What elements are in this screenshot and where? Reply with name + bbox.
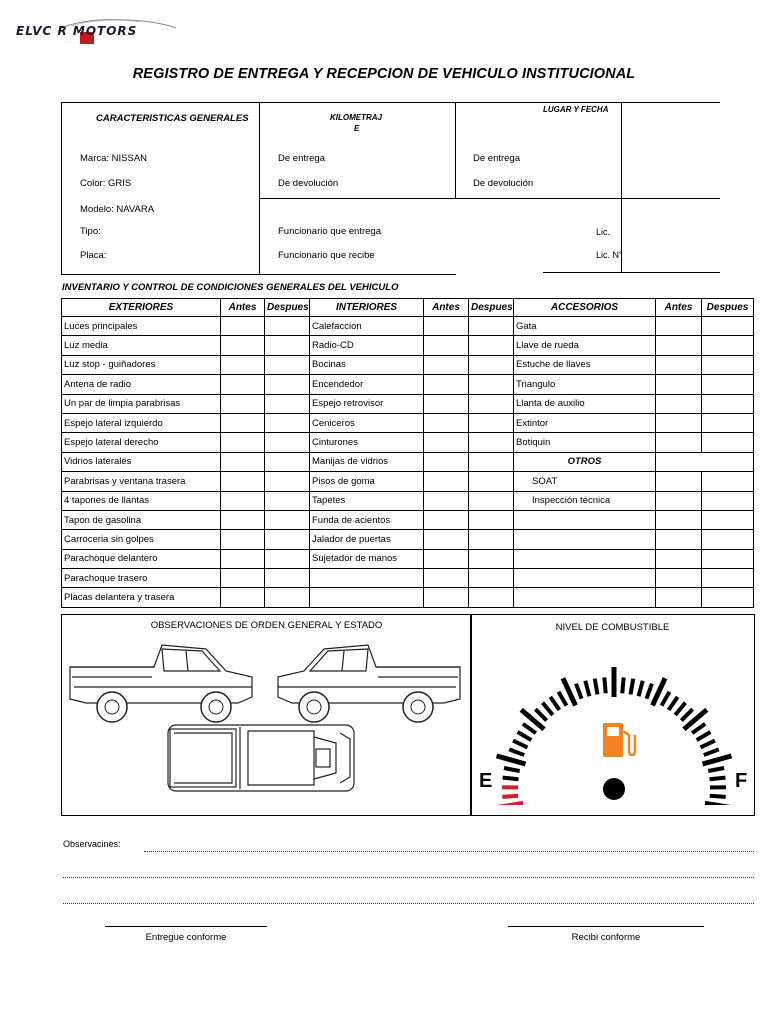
interior-item: Jalador de puertas <box>310 530 424 549</box>
antes-check-cell[interactable] <box>221 375 265 394</box>
antes-check-cell[interactable] <box>424 530 469 549</box>
exterior-item: Carroceria sin golpes <box>62 530 221 549</box>
table-row <box>62 413 754 432</box>
antes-check-cell[interactable] <box>221 394 265 413</box>
fuel-pump-icon <box>603 723 635 757</box>
recibi-label: Recibi conforme <box>571 932 641 943</box>
gauge-full-label: F <box>735 770 748 792</box>
gauge-tick <box>681 709 692 720</box>
despues-check-cell[interactable] <box>469 394 514 413</box>
antes-check-cell[interactable] <box>221 588 265 607</box>
gauge-tick <box>504 768 520 771</box>
despues-check-cell[interactable] <box>469 491 514 510</box>
antes-check-cell[interactable] <box>424 588 469 607</box>
km-entrega-label: De entrega <box>278 153 326 164</box>
despues-check-cell[interactable] <box>265 317 310 336</box>
despues-check-cell[interactable] <box>702 433 754 452</box>
antes-check-cell[interactable] <box>221 413 265 432</box>
antes-check-cell[interactable] <box>221 549 265 568</box>
lic-n-label: Lic. N° <box>596 250 623 260</box>
gauge-tick <box>595 679 598 695</box>
despues-check-cell[interactable] <box>265 394 310 413</box>
despues-check-cell[interactable] <box>469 472 514 491</box>
kilometraje-heading: KILOMETRAJ <box>330 113 382 122</box>
interior-item: Espejo retrovisor <box>310 394 424 413</box>
accesorio-item: OTROS <box>514 452 656 471</box>
color-label: Color: GRIS <box>80 178 132 189</box>
antes-check-cell[interactable] <box>656 588 702 607</box>
accesorio-item: Extintor <box>514 413 656 432</box>
despues-check-cell[interactable] <box>469 452 514 471</box>
antes-check-cell[interactable] <box>221 336 265 355</box>
inventory-header-cell: ACCESORIOS <box>514 299 656 317</box>
accesorio-item: Llanta de auxilio <box>514 394 656 413</box>
antes-check-cell[interactable] <box>424 375 469 394</box>
despues-check-cell[interactable] <box>265 569 310 588</box>
accesorio-item: Inspección técnica <box>514 491 656 510</box>
antes-check-cell[interactable] <box>656 336 702 355</box>
despues-check-cell[interactable] <box>469 336 514 355</box>
despues-check-cell[interactable] <box>702 588 754 607</box>
gauge-tick <box>675 703 685 715</box>
despues-check-cell[interactable] <box>469 355 514 374</box>
interior-item: Bocinas <box>310 355 424 374</box>
interior-item: Encendedor <box>310 375 424 394</box>
table-row <box>62 510 754 529</box>
antes-check-cell[interactable] <box>221 355 265 374</box>
observaciones-label: Observacines: <box>63 839 121 849</box>
caracteristicas-heading: CARACTERISTICAS GENERALES <box>96 113 249 124</box>
gauge-tick <box>497 756 526 764</box>
despues-check-cell[interactable] <box>469 413 514 432</box>
interior-item: Radio-CD <box>310 336 424 355</box>
despues-check-cell[interactable] <box>265 433 310 452</box>
despues-check-cell[interactable] <box>469 317 514 336</box>
antes-check-cell[interactable] <box>221 569 265 588</box>
inventario-title: INVENTARIO Y CONTROL DE CONDICIONES GENERALES DEL VEHICULO <box>62 282 399 293</box>
gauge-center-dot <box>603 778 625 800</box>
fuel-gauge <box>471 655 754 805</box>
despues-check-cell[interactable] <box>702 510 754 529</box>
inventory-header-cell: Antes <box>424 299 469 317</box>
gauge-empty-label: E <box>479 770 493 792</box>
gauge-tick <box>692 724 705 733</box>
gauge-tick <box>697 732 711 740</box>
despues-check-cell[interactable] <box>265 549 310 568</box>
gauge-tick <box>703 756 732 764</box>
antes-check-cell[interactable] <box>656 375 702 394</box>
inventory-header-cell: Antes <box>221 299 265 317</box>
antes-check-cell[interactable] <box>221 472 265 491</box>
combustible-box <box>470 614 755 816</box>
exterior-item: Luces principales <box>62 317 221 336</box>
antes-check-cell[interactable] <box>656 491 702 510</box>
antes-check-cell[interactable] <box>221 317 265 336</box>
accesorio-item <box>514 510 656 529</box>
observaciones-line-2[interactable] <box>63 877 754 878</box>
divider <box>455 102 456 198</box>
marca-label: Marca: NISSAN <box>80 153 148 164</box>
accesorio-item: SOAT <box>514 472 656 491</box>
antes-check-cell[interactable] <box>656 530 702 549</box>
gauge-tick <box>535 709 546 720</box>
gauge-tick <box>585 681 589 696</box>
interior-item: Calefaccion <box>310 317 424 336</box>
antes-check-cell[interactable] <box>656 413 702 432</box>
despues-check-cell[interactable] <box>265 588 310 607</box>
antes-check-cell[interactable] <box>424 317 469 336</box>
inventory-header-cell: Despues <box>702 299 754 317</box>
antes-check-cell[interactable] <box>424 433 469 452</box>
antes-check-cell[interactable] <box>656 569 702 588</box>
placa-label: Placa: <box>80 250 107 261</box>
antes-check-cell[interactable] <box>221 491 265 510</box>
gauge-tick <box>503 778 519 780</box>
table-row <box>62 394 754 413</box>
despues-check-cell[interactable] <box>265 510 310 529</box>
gauge-tick <box>622 677 623 693</box>
despues-check-cell[interactable] <box>469 433 514 452</box>
gauge-tick <box>509 749 524 755</box>
inventory-header-cell: Despues <box>265 299 310 317</box>
interior-item <box>310 569 424 588</box>
interior-item: Sujetador de manos <box>310 549 424 568</box>
accesorio-item <box>514 549 656 568</box>
exterior-item: Parachoque delantero <box>62 549 221 568</box>
table-row <box>62 530 754 549</box>
despues-check-cell[interactable] <box>702 452 754 471</box>
table-row <box>62 317 754 336</box>
signature-line-recibi <box>508 926 704 927</box>
table-row <box>62 472 754 491</box>
gauge-tick <box>550 697 559 710</box>
antes-check-cell[interactable] <box>424 510 469 529</box>
lic-label: Lic. <box>596 227 611 237</box>
accesorio-item: Llave de rueda <box>514 336 656 355</box>
gauge-tick <box>708 768 724 771</box>
func-recibe-label: Funcionario que recibe <box>278 250 375 261</box>
table-row <box>62 569 754 588</box>
gauge-tick <box>513 741 527 748</box>
lf-entrega-label: De entrega <box>473 153 521 164</box>
gauge-tick <box>701 741 715 748</box>
inventory-header-cell: Despues <box>469 299 514 317</box>
lugar-fecha-heading: LUGAR Y FECHA <box>543 105 609 114</box>
gauge-tick <box>639 681 643 696</box>
interior-item: Pisos de goma <box>310 472 424 491</box>
antes-check-cell[interactable] <box>424 472 469 491</box>
despues-check-cell[interactable] <box>702 491 754 510</box>
antes-check-cell[interactable] <box>424 569 469 588</box>
logo-subtext: · · · · · · · · <box>64 40 103 46</box>
table-row <box>62 452 754 471</box>
despues-check-cell[interactable] <box>265 355 310 374</box>
antes-check-cell[interactable] <box>656 452 702 471</box>
interior-item: Ceniceros <box>310 413 424 432</box>
combustible-title: NIVEL DE COMBUSTIBLE <box>555 622 670 633</box>
despues-check-cell[interactable] <box>469 510 514 529</box>
despues-check-cell[interactable] <box>702 336 754 355</box>
table-row <box>62 491 754 510</box>
company-logo <box>16 18 186 48</box>
observaciones-box <box>61 614 472 816</box>
antes-check-cell[interactable] <box>221 510 265 529</box>
exterior-item: Tapon de gasolina <box>62 510 221 529</box>
gauge-tick <box>704 749 719 755</box>
exterior-item: 4 tapones de llantas <box>62 491 221 510</box>
gauge-tick <box>662 692 670 706</box>
interior-item: Manijas de vidrios <box>310 452 424 471</box>
exterior-item: Luz media <box>62 336 221 355</box>
interior-item <box>310 588 424 607</box>
lf-devolucion-label: De devolución <box>473 178 534 189</box>
gauge-tick <box>576 684 581 699</box>
accesorio-item <box>514 530 656 549</box>
accesorio-item <box>514 569 656 588</box>
exterior-item: Vidrios laterales <box>62 452 221 471</box>
gauge-tick <box>710 778 726 780</box>
divider <box>61 102 62 275</box>
gauge-tick <box>669 697 678 710</box>
antes-check-cell[interactable] <box>656 394 702 413</box>
despues-check-cell[interactable] <box>469 588 514 607</box>
logo-text: ELVC R MOTORS <box>16 24 138 38</box>
divider <box>259 198 720 199</box>
gauge-tick <box>502 796 518 797</box>
gauge-tick <box>647 684 652 699</box>
despues-check-cell[interactable] <box>702 355 754 374</box>
despues-check-cell[interactable] <box>702 569 754 588</box>
despues-check-cell[interactable] <box>702 317 754 336</box>
inventory-header-cell: EXTERIORES <box>62 299 221 317</box>
accesorio-item: Triangulo <box>514 375 656 394</box>
exterior-item: Espejo lateral izquierdo <box>62 413 221 432</box>
antes-check-cell[interactable] <box>424 394 469 413</box>
despues-check-cell[interactable] <box>469 375 514 394</box>
accesorio-item: Estuche de llaves <box>514 355 656 374</box>
despues-check-cell[interactable] <box>265 530 310 549</box>
gauge-tick <box>523 724 536 733</box>
antes-check-cell[interactable] <box>424 355 469 374</box>
despues-check-cell[interactable] <box>469 549 514 568</box>
despues-check-cell[interactable] <box>469 530 514 549</box>
antes-check-cell[interactable] <box>424 491 469 510</box>
antes-check-cell[interactable] <box>656 549 702 568</box>
antes-check-cell[interactable] <box>221 433 265 452</box>
gauge-tick <box>518 732 532 740</box>
despues-check-cell[interactable] <box>702 375 754 394</box>
signature-line-entregue <box>105 926 267 927</box>
accesorio-item: Botiquin <box>514 433 656 452</box>
antes-check-cell[interactable] <box>424 549 469 568</box>
despues-check-cell[interactable] <box>265 472 310 491</box>
despues-check-cell[interactable] <box>702 549 754 568</box>
exterior-item: Un par de limpia parabrisas <box>62 394 221 413</box>
table-row <box>62 336 754 355</box>
antes-check-cell[interactable] <box>221 452 265 471</box>
gauge-tick <box>705 803 735 805</box>
exterior-item: Antena de radio <box>62 375 221 394</box>
antes-check-cell[interactable] <box>656 472 702 491</box>
func-entrega-label: Funcionario que entrega <box>278 226 381 237</box>
km-devolucion-label: De devolución <box>278 178 339 189</box>
interior-item: Tapetes <box>310 491 424 510</box>
despues-check-cell[interactable] <box>702 472 754 491</box>
antes-check-cell[interactable] <box>424 413 469 432</box>
interior-item: Cinturones <box>310 433 424 452</box>
divider <box>621 102 622 272</box>
kilometraje-heading-2: E <box>354 124 360 133</box>
table-row <box>62 433 754 452</box>
antes-check-cell[interactable] <box>424 336 469 355</box>
exterior-item: Placas delantera y trasera <box>62 588 221 607</box>
page-title: REGISTRO DE ENTREGA Y RECEPCION DE VEHICULO INSTITUCIONAL <box>132 66 636 82</box>
despues-check-cell[interactable] <box>469 569 514 588</box>
inventory-header-cell: Antes <box>656 299 702 317</box>
accesorio-item <box>514 588 656 607</box>
despues-check-cell[interactable] <box>265 452 310 471</box>
despues-check-cell[interactable] <box>702 530 754 549</box>
interior-item: Funda de acientos <box>310 510 424 529</box>
table-row <box>62 549 754 568</box>
antes-check-cell[interactable] <box>656 510 702 529</box>
entregue-label: Entregue conforme <box>145 932 227 943</box>
gauge-tick <box>559 692 567 706</box>
gauge-tick <box>543 703 553 715</box>
table-row <box>62 355 754 374</box>
despues-check-cell[interactable] <box>265 375 310 394</box>
despues-check-cell[interactable] <box>265 491 310 510</box>
exterior-item: Luz stop - guiñadores <box>62 355 221 374</box>
gauge-tick <box>604 677 605 693</box>
tipo-label: Tipo: <box>80 226 101 237</box>
modelo-label: Modelo: NAVARA <box>80 204 155 215</box>
antes-check-cell[interactable] <box>221 530 265 549</box>
divider <box>543 272 720 273</box>
gauge-tick <box>631 679 634 695</box>
antes-check-cell[interactable] <box>424 452 469 471</box>
despues-check-cell[interactable] <box>265 336 310 355</box>
observaciones-line-1[interactable] <box>144 851 754 852</box>
antes-check-cell[interactable] <box>656 433 702 452</box>
despues-check-cell[interactable] <box>702 394 754 413</box>
accesorio-item: Gata <box>514 317 656 336</box>
despues-check-cell[interactable] <box>702 413 754 432</box>
inventory-table <box>61 298 754 608</box>
exterior-item: Espejo lateral derecho <box>62 433 221 452</box>
inventory-header-cell: INTERIORES <box>310 299 424 317</box>
exterior-item: Parabrisas y ventana trasera <box>62 472 221 491</box>
observaciones-box-title: OBSERVACIONES DE ORDEN GENERAL Y ESTADO <box>150 620 383 631</box>
truck-top-view-icon <box>164 719 364 799</box>
exterior-item: Parachoque trasero <box>62 569 221 588</box>
antes-check-cell[interactable] <box>656 317 702 336</box>
observaciones-line-3[interactable] <box>63 903 754 904</box>
table-row <box>62 588 754 607</box>
despues-check-cell[interactable] <box>265 413 310 432</box>
gauge-tick <box>494 803 524 805</box>
antes-check-cell[interactable] <box>656 355 702 374</box>
divider <box>259 102 260 275</box>
table-row <box>62 375 754 394</box>
gauge-tick <box>710 796 726 797</box>
divider <box>61 274 456 275</box>
